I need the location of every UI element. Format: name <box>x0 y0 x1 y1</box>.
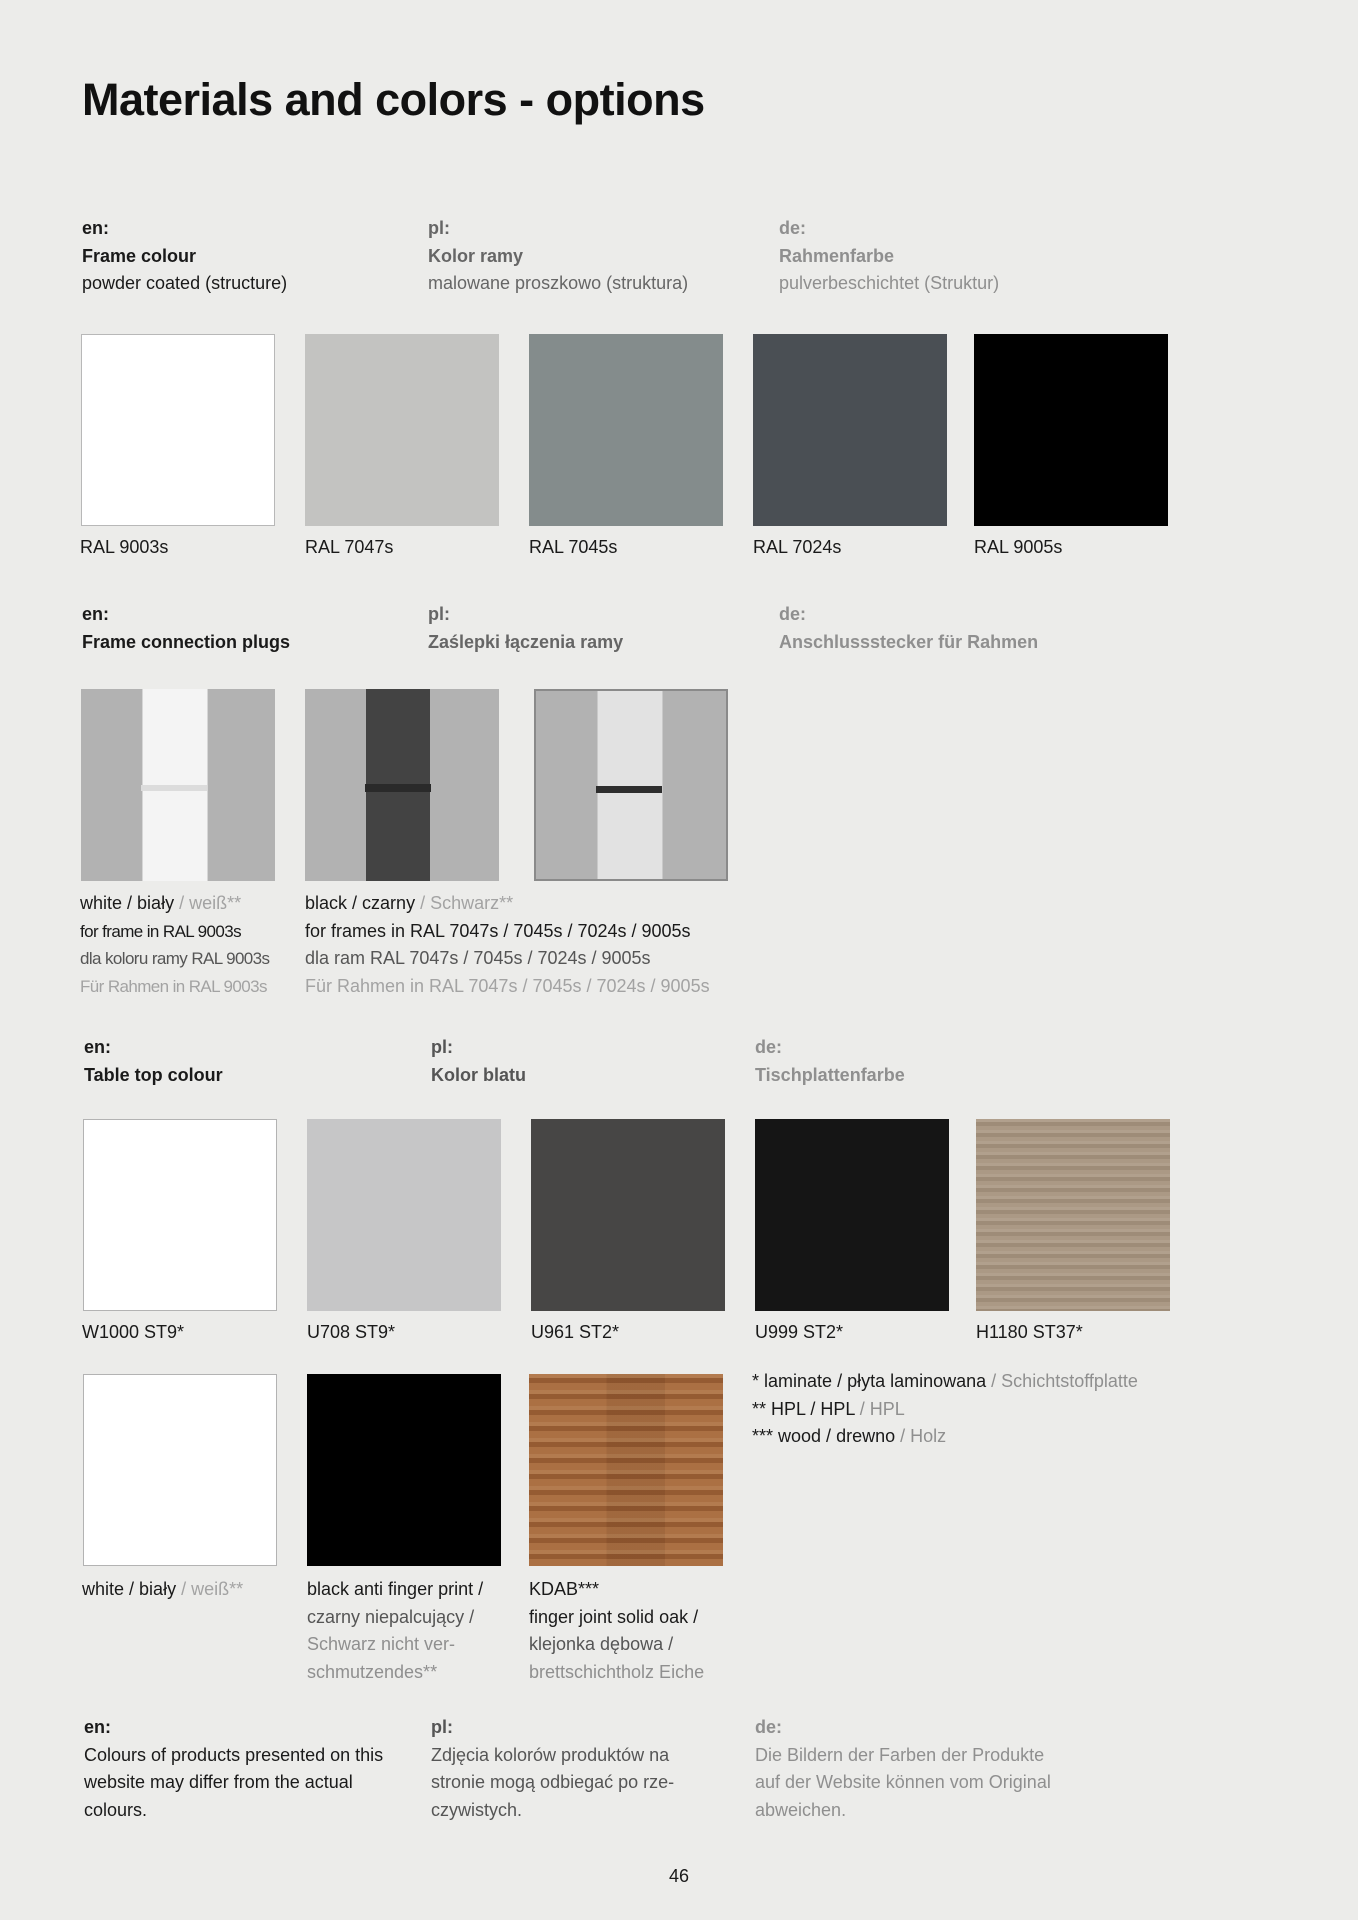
disclaimer-de <box>755 1714 1051 1824</box>
plugs-de <box>779 601 1099 656</box>
legend-pl: HPL <box>820 1398 855 1419</box>
white-hpl-caption <box>82 1576 243 1604</box>
name-en: black <box>305 893 348 913</box>
separator: / <box>347 893 363 913</box>
swatch-label: RAL 7045s <box>529 537 618 557</box>
plugs-heading-de: Anschlussstecker für Rahmen <box>779 631 1039 652</box>
plugs-heading-pl: Zaślepki łączenia ramy <box>428 631 624 652</box>
table-top-heading-pl: Kolor blatu <box>431 1064 526 1085</box>
swatch-u708-st9 <box>307 1119 501 1311</box>
separator: / <box>176 1579 192 1599</box>
table-top-pl <box>431 1034 751 1089</box>
lang-label-pl: pl: <box>431 1717 453 1737</box>
caption-line-en: black anti finger print / <box>307 1579 484 1599</box>
frame-colour-heading-en: Frame colour <box>82 245 197 266</box>
separator: / <box>895 1426 911 1446</box>
frame-colour-de <box>779 215 1099 298</box>
separator: / <box>124 1579 140 1599</box>
plug-black-image <box>305 689 499 881</box>
disclaimer-line: website may differ from the actual <box>84 1772 353 1792</box>
legend-en: laminate <box>764 1371 833 1391</box>
swatch-label: U999 ST2* <box>755 1322 844 1342</box>
page-title: Materials and colors - options <box>82 74 705 125</box>
frame-colour-sub-en: powder coated (structure) <box>82 273 288 293</box>
lang-label-en: en: <box>82 604 109 624</box>
caption-line-de: Schwarz nicht ver- <box>307 1634 456 1654</box>
name-de: Schwarz** <box>430 893 514 913</box>
plug-black-name <box>305 890 710 918</box>
legend-item-wood <box>752 1423 1138 1451</box>
legend-en: wood <box>778 1426 822 1446</box>
plug-white-line-en: for frame in RAL 9003s <box>80 921 241 941</box>
swatch-white-hpl <box>83 1374 277 1566</box>
frame-colour-en <box>82 215 402 298</box>
separator: / <box>821 1426 837 1446</box>
name-pl: biały <box>137 893 175 913</box>
legend-pl: płyta laminowana <box>847 1371 987 1391</box>
caption-line-pl: klejonka dębowa / <box>529 1634 674 1654</box>
swatch-u961-st2 <box>531 1119 725 1311</box>
plug-white-line-de: Für Rahmen in RAL 9003s <box>80 976 267 996</box>
name-pl: czarny <box>362 893 416 913</box>
name-en: white <box>80 893 123 913</box>
separator: / <box>986 1371 1002 1391</box>
legend-de: Schichtstoffplatte <box>1001 1371 1138 1391</box>
separator: / <box>122 893 138 913</box>
disclaimer-line: abweichen. <box>755 1799 847 1820</box>
name-pl: biały <box>139 1579 177 1599</box>
swatch-label: H1180 ST37* <box>976 1322 1083 1342</box>
separator: / <box>805 1398 821 1419</box>
legend-mark: * <box>752 1371 765 1391</box>
disclaimer-en <box>84 1714 383 1824</box>
table-top-de <box>755 1034 1075 1089</box>
lang-label-pl: pl: <box>431 1037 453 1057</box>
frame-colour-sub-de: pulverbeschichtet (Struktur) <box>779 273 1000 293</box>
plug-black-line-de: Für Rahmen in RAL 7047s / 7045s / 7024s / 9005s <box>305 975 710 996</box>
lang-label-en: en: <box>84 1717 111 1737</box>
frame-colour-pl <box>428 215 748 298</box>
kdab-caption <box>529 1576 704 1686</box>
caption-line-pl: czarny niepalcujący / <box>307 1606 475 1627</box>
plug-white-image <box>81 689 275 881</box>
swatch-label: W1000 ST9* <box>82 1322 185 1342</box>
legend-de: Holz <box>910 1426 947 1446</box>
disclaimer-line: Zdjęcia kolorów produktów na <box>431 1744 670 1765</box>
page-number: 46 <box>668 1866 690 1886</box>
caption-code: KDAB*** <box>529 1579 600 1599</box>
black-hpl-caption <box>307 1576 483 1686</box>
plugs-heading-en: Frame connection plugs <box>82 631 291 652</box>
caption-line-en: finger joint solid oak / <box>529 1606 699 1627</box>
frame-colour-sub-pl: malowane proszkowo (struktura) <box>428 273 689 293</box>
plugs-en <box>82 601 402 656</box>
separator: / <box>854 1398 870 1419</box>
legend-mark: ** <box>752 1398 772 1419</box>
plug-white-on-grey-image <box>534 689 728 881</box>
swatch-black-anti-finger-print <box>307 1374 501 1566</box>
swatch-label: U708 ST9* <box>307 1322 396 1342</box>
legend-item-hpl <box>752 1396 1138 1424</box>
frame-colour-heading-pl: Kolor ramy <box>428 245 524 266</box>
lang-label-de: de: <box>755 1717 782 1737</box>
swatch-label: RAL 7024s <box>753 537 842 557</box>
plug-white-line-pl: dla koloru ramy RAL 9003s <box>80 949 270 968</box>
plug-black-line-en: for frames in RAL 7047s / 7045s / 7024s / 9005s <box>305 920 691 941</box>
table-top-heading-de: Tischplattenfarbe <box>755 1064 905 1085</box>
swatch-kdab-oak <box>529 1374 723 1566</box>
swatch-ral-7047s <box>305 334 499 526</box>
separator: / <box>832 1371 848 1391</box>
legend-en: HPL <box>771 1398 806 1419</box>
separator: / <box>174 893 190 913</box>
name-de: weiß** <box>189 893 242 913</box>
plugs-pl <box>428 601 748 656</box>
lang-label-pl: pl: <box>428 218 450 238</box>
plug-black-caption <box>305 890 710 1000</box>
swatch-label: RAL 7047s <box>305 537 394 557</box>
swatch-ral-9003s <box>81 334 275 526</box>
swatch-u999-st2 <box>755 1119 949 1311</box>
swatch-label: RAL 9003s <box>80 537 169 557</box>
disclaimer-pl <box>431 1714 674 1824</box>
plug-white-name <box>80 890 269 918</box>
legend-pl: drewno <box>836 1426 896 1446</box>
swatch-ral-7045s <box>529 334 723 526</box>
disclaimer-line: colours. <box>84 1799 148 1820</box>
separator: / <box>415 893 431 913</box>
name-en: white <box>82 1579 125 1599</box>
plug-black-line-pl: dla ram RAL 7047s / 7045s / 7024s / 9005s <box>305 948 651 968</box>
table-top-en <box>84 1034 404 1089</box>
disclaimer-line: auf der Website können vom Original <box>755 1772 1051 1792</box>
disclaimer-line: stronie mogą odbiegać po rze- <box>431 1772 675 1792</box>
caption-line-de: brettschichtholz Eiche <box>529 1661 705 1682</box>
frame-colour-heading-de: Rahmenfarbe <box>779 245 895 266</box>
legend-item-laminate <box>752 1368 1138 1396</box>
lang-label-de: de: <box>779 218 806 238</box>
swatch-ral-7024s <box>753 334 947 526</box>
name-de: weiß** <box>191 1579 244 1599</box>
lang-label-de: de: <box>755 1037 782 1057</box>
swatch-h1180-st37 <box>976 1119 1170 1311</box>
legend-mark: *** <box>752 1426 779 1446</box>
caption-line-de: schmutzendes** <box>307 1661 438 1682</box>
swatch-label: U961 ST2* <box>531 1322 620 1342</box>
table-top-heading-en: Table top colour <box>84 1064 223 1085</box>
disclaimer-line: Colours of products presented on this <box>84 1744 384 1765</box>
disclaimer-line: Die Bildern der Farben der Produkte <box>755 1744 1045 1765</box>
footnote-legend <box>752 1368 1138 1451</box>
lang-label-de: de: <box>779 604 806 624</box>
swatch-label: RAL 9005s <box>974 537 1063 557</box>
legend-de: HPL <box>869 1398 905 1419</box>
plug-white-caption <box>80 890 269 1000</box>
lang-label-pl: pl: <box>428 604 450 624</box>
disclaimer-line: czywistych. <box>431 1799 523 1820</box>
lang-label-en: en: <box>82 218 109 238</box>
lang-label-en: en: <box>84 1037 111 1057</box>
swatch-w1000-st9 <box>83 1119 277 1311</box>
swatch-ral-9005s <box>974 334 1168 526</box>
